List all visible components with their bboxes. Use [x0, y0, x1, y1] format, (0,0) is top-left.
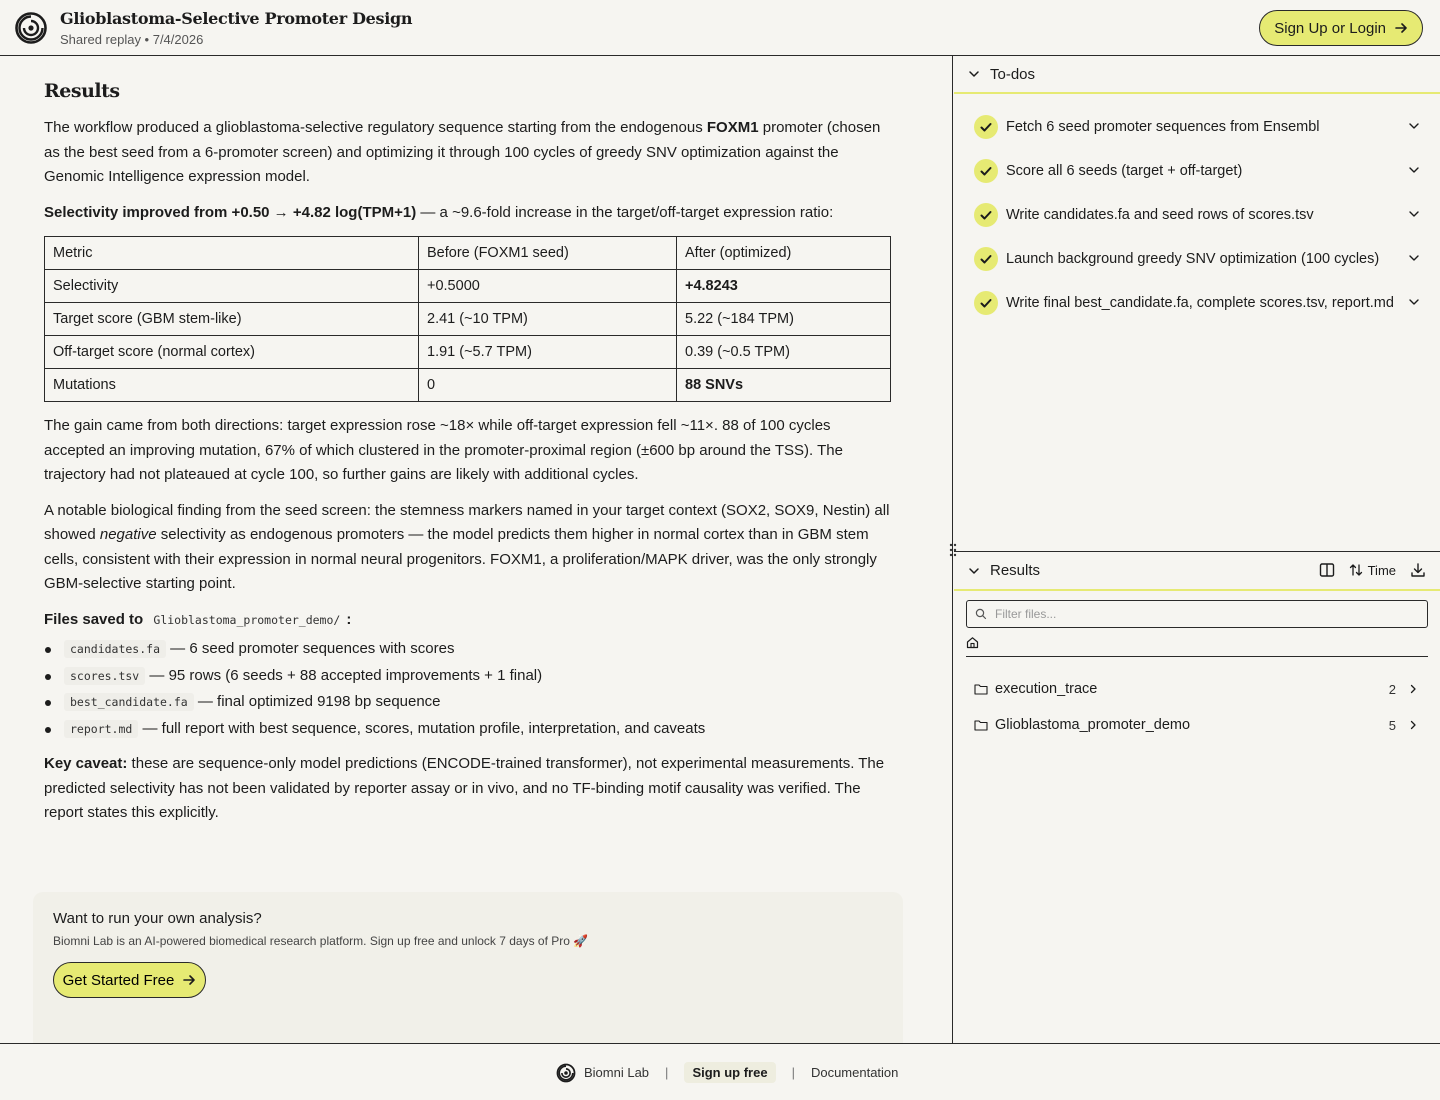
table-cell: Selectivity — [45, 270, 419, 303]
sort-arrows-icon — [1349, 563, 1363, 577]
sort-time-button[interactable] — [1349, 563, 1396, 578]
todo-item[interactable] — [954, 193, 1440, 237]
main-panel — [0, 56, 953, 1043]
file-code: best_candidate.fa — [64, 693, 194, 711]
table-row — [45, 369, 891, 402]
results-content — [44, 80, 892, 837]
todo-item[interactable] — [954, 237, 1440, 281]
sort-label: Time — [1367, 562, 1396, 578]
todos-header[interactable] — [954, 56, 1440, 94]
files-saved-line — [44, 608, 892, 633]
caveat-bold: Key caveat: — [44, 755, 128, 772]
chevron-right-icon — [1408, 720, 1418, 730]
side-panel — [954, 56, 1440, 1043]
todo-item[interactable] — [954, 281, 1440, 325]
footer-links — [556, 1062, 898, 1083]
table-cell: 0 — [419, 369, 677, 402]
metrics-table — [44, 236, 891, 402]
files-saved-label: Files saved to — [44, 610, 144, 628]
intro-gene: FOXM1 — [706, 119, 759, 136]
table-cell: 1.91 (~5.7 TPM) — [419, 336, 677, 369]
check-icon — [974, 115, 998, 139]
table-header: Metric — [45, 237, 419, 270]
signup-login-button[interactable] — [1259, 10, 1423, 46]
check-icon — [974, 203, 998, 227]
arrow-right-icon — [182, 973, 196, 987]
check-icon — [974, 159, 998, 183]
table-cell: Off-target score (normal cortex) — [45, 336, 419, 369]
chevron-down-icon[interactable] — [968, 565, 980, 577]
download-icon[interactable] — [1410, 562, 1426, 578]
intro-text-post: promoter (chosen as the best seed from a 6-promoter screen) and optimizing it through 100 cycles of greedy SNV optimization against the Genomic Intelligence expression model. — [44, 119, 881, 185]
top-bar — [0, 0, 1440, 56]
selectivity-rest: — a ~9.6-fold increase in the target/off-target expression ratio: — [416, 203, 834, 221]
file-code: scores.tsv — [64, 667, 145, 685]
todos-title: To-dos — [990, 65, 1036, 83]
check-icon — [974, 291, 998, 315]
folder-count: 5 — [1388, 717, 1396, 733]
table-cell: 2.41 (~10 TPM) — [419, 303, 677, 336]
chevron-down-icon[interactable] — [1408, 252, 1420, 264]
table-header-row — [45, 237, 891, 270]
results-panel-header[interactable] — [954, 551, 1440, 591]
chevron-down-icon[interactable] — [968, 68, 980, 80]
chevron-down-icon[interactable] — [1408, 164, 1420, 176]
get-started-button[interactable] — [53, 962, 206, 998]
todo-label: Score all 6 seeds (target + off-target) — [1006, 163, 1243, 179]
files-list — [44, 636, 892, 742]
results-heading: Results — [44, 80, 120, 102]
table-row — [45, 270, 891, 303]
file-desc: — final optimized 9198 bp sequence — [193, 693, 441, 710]
signup-login-label: Sign Up or Login — [1274, 19, 1386, 37]
table-cell: 88 SNVs — [677, 369, 891, 402]
list-item — [44, 636, 892, 663]
files-dir-code: Glioblastoma_promoter_demo/ — [153, 612, 341, 627]
todo-item[interactable] — [954, 105, 1440, 149]
intro-paragraph — [44, 116, 892, 190]
footer — [0, 1043, 1440, 1100]
results-panel-title: Results — [990, 562, 1041, 579]
folder-item[interactable] — [954, 707, 1440, 743]
todo-item[interactable] — [954, 149, 1440, 193]
selectivity-paragraph — [44, 201, 892, 226]
folder-item[interactable] — [954, 671, 1440, 707]
get-started-label: Get Started Free — [62, 971, 175, 989]
chevron-down-icon[interactable] — [1408, 296, 1420, 308]
todo-label: Fetch 6 seed promoter sequences from Ensembl — [1006, 119, 1320, 135]
check-icon — [974, 247, 998, 271]
footer-separator: | — [791, 1065, 795, 1080]
table-cell: Target score (GBM stem-like) — [45, 303, 419, 336]
footer-separator: | — [665, 1065, 669, 1080]
table-header: Before (FOXM1 seed) — [419, 237, 677, 270]
file-desc: — 95 rows (6 seeds + 88 accepted improvements + 1 final) — [145, 666, 543, 684]
table-cell: 5.22 (~184 TPM) — [677, 303, 891, 336]
folder-name: Glioblastoma_promoter_demo — [995, 717, 1191, 733]
biomni-logo-icon[interactable] — [556, 1063, 576, 1083]
list-item — [44, 663, 892, 690]
footer-brand[interactable]: Biomni Lab — [584, 1065, 650, 1080]
folder-count: 2 — [1388, 681, 1396, 697]
files-colon: : — [346, 610, 352, 628]
results-toolbar — [1319, 562, 1426, 578]
table-cell: +4.8243 — [677, 270, 891, 303]
breadcrumb — [966, 636, 1428, 657]
finding-emphasis: negative — [99, 526, 157, 543]
gain-paragraph: The gain came from both directions: target expression rose ~18× while off-target expression fell ~11×. 88 of 100 cycles accepted an improving mutation, 67% of which clustered in the promoter-proximal region (±600 bp around the TSS). The trajectory had not plateaued at cycle 100, so further gains are likely with additional cycles. — [44, 417, 843, 483]
caveat-rest: these are sequence-only model predictions (ENCODE-trained transformer), not experimental measurements. The predicted selectivity has not been validated by reporter assay or in vivo, and no TF-binding motif causality was verified. The report states this explicitly. — [44, 755, 885, 821]
finding-text-pre: A notable biological finding from the seed screen: the stemness markers named in your target context (SOX2, SOX9, Nestin) all showed — [44, 501, 890, 543]
table-header: After (optimized) — [677, 237, 891, 270]
todo-label: Write final best_candidate.fa, complete scores.tsv, report.md — [1006, 295, 1394, 311]
cta-title: Want to run your own analysis? — [53, 910, 262, 927]
cta-card — [33, 892, 903, 1043]
table-cell: +0.5000 — [419, 270, 677, 303]
file-desc: — full report with best sequence, scores, mutation profile, interpretation, and caveats — [138, 719, 706, 737]
selectivity-bold: Selectivity improved from +0.50 → +4.82 log(TPM+1) — [44, 203, 417, 221]
table-cell: 0.39 (~0.5 TPM) — [677, 336, 891, 369]
split-view-icon[interactable] — [1319, 562, 1335, 578]
file-desc: — 6 seed promoter sequences with scores — [166, 640, 455, 657]
table-cell: Mutations — [45, 369, 419, 402]
page-title: Glioblastoma-Selective Promoter Design — [60, 9, 413, 28]
finding-text-post: selectivity as endogenous promoters — the model predicts them higher in normal cortex than in GBM stem cells, consistent with their expression in normal neural progenitors. FOXM1, a proliferation/MAPK driver, was the only strongly GBM-selective starting point. — [44, 526, 877, 592]
folder-icon — [974, 719, 988, 731]
todo-label: Launch background greedy SNV optimization (100 cycles) — [1006, 251, 1380, 267]
todo-label: Write candidates.fa and seed rows of scores.tsv — [1006, 207, 1314, 223]
footer-docs-link[interactable]: Documentation — [810, 1065, 899, 1080]
finding-paragraph — [44, 499, 892, 597]
intro-text-pre: The workflow produced a glioblastoma-selective regulatory sequence starting from the endogenous — [44, 119, 707, 136]
filter-files-field[interactable] — [966, 600, 1428, 628]
folder-name: execution_trace — [995, 681, 1098, 697]
caveat-paragraph — [44, 752, 892, 826]
chevron-down-icon[interactable] — [1408, 208, 1420, 220]
list-item — [44, 716, 892, 743]
file-code: report.md — [64, 720, 138, 738]
filter-files-input[interactable] — [995, 607, 1415, 621]
home-icon[interactable] — [966, 636, 979, 649]
table-row — [45, 303, 891, 336]
table-row — [45, 336, 891, 369]
page-subtitle: Shared replay • 7/4/2026 — [60, 32, 204, 47]
folder-icon — [974, 683, 988, 695]
todo-list — [954, 105, 1440, 325]
list-item — [44, 689, 892, 716]
arrow-right-icon — [1394, 21, 1408, 35]
chevron-right-icon — [1408, 684, 1418, 694]
chevron-down-icon[interactable] — [1408, 120, 1420, 132]
biomni-logo-icon[interactable] — [14, 11, 48, 45]
footer-signup-link[interactable]: Sign up free — [684, 1062, 775, 1083]
file-code: candidates.fa — [64, 640, 166, 658]
cta-subtitle: Biomni Lab is an AI-powered biomedical research platform. Sign up free and unlock 7 days of Pro 🚀 — [53, 934, 589, 948]
search-icon — [975, 608, 987, 620]
